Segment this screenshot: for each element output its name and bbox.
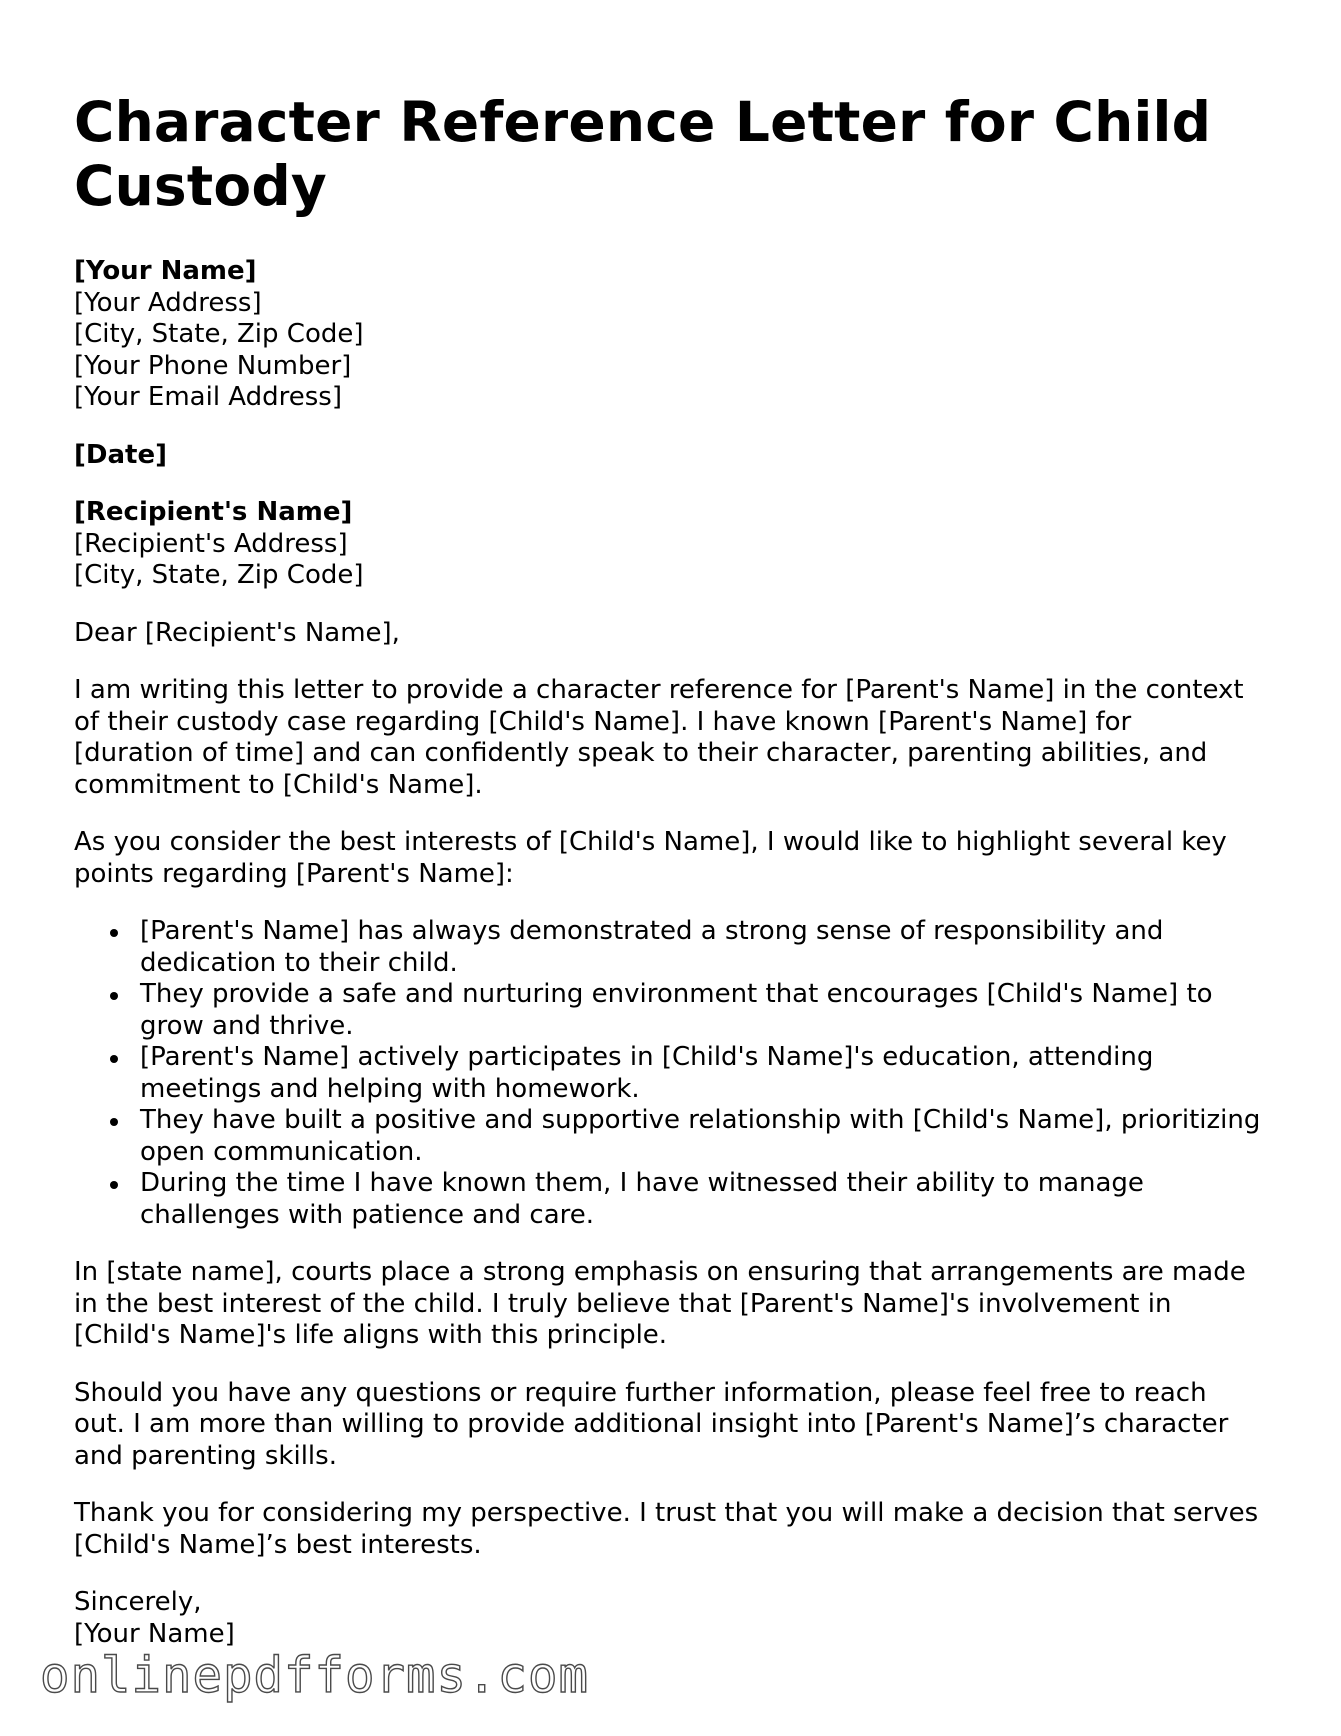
state-paragraph — [74, 1257, 1274, 1352]
list-item-line: [Parent's Name] has always demonstrated a strong sense of responsibility and — [140, 916, 1164, 946]
letter-page — [74, 90, 1274, 1650]
sender-address: [Your Address] — [74, 287, 262, 318]
list-item-line: meetings and helping with homework. — [140, 1073, 640, 1104]
list-item — [140, 1105, 1274, 1168]
sender-block — [74, 256, 1274, 414]
list-item — [140, 1168, 1274, 1231]
list-item — [140, 1042, 1274, 1105]
list-item-line: dedication to their child. — [140, 947, 458, 978]
thanks-paragraph — [74, 1498, 1274, 1561]
sender-name: [Your Name] — [74, 256, 257, 286]
title-line-2: Custody — [74, 154, 327, 218]
paragraph-line: I am writing this letter to provide a character reference for [Parent's Name] in the context — [74, 675, 1244, 705]
sender-email: [Your Email Address] — [74, 382, 342, 412]
sender-city: [City, State, Zip Code] — [74, 319, 364, 349]
intro-paragraph — [74, 675, 1274, 801]
paragraph-line: [Child's Name]'s life aligns with this principle. — [74, 1320, 668, 1350]
closing-signoff: Sincerely, — [74, 1587, 202, 1617]
date-block — [74, 440, 1274, 472]
paragraph-line: [Child's Name]’s best interests. — [74, 1529, 482, 1560]
paragraph-line: Thank you for considering my perspective. I trust that you will make a decision that serves — [74, 1498, 1259, 1528]
list-item-line: During the time I have known them, I have witnessed their ability to manage — [140, 1168, 1144, 1198]
bullet-icon — [110, 1055, 118, 1063]
bullet-icon — [110, 1181, 118, 1189]
title-line-1: Character Reference Letter for Child — [74, 90, 1212, 154]
questions-paragraph — [74, 1378, 1274, 1473]
list-item-line: challenges with patience and care. — [140, 1199, 595, 1230]
paragraph-line: in the best interest of the child. I truly believe that [Parent's Name]'s involvement in — [74, 1288, 1172, 1319]
list-item-line: [Parent's Name] actively participates in [Child's Name]'s education, attending — [140, 1042, 1154, 1072]
list-item — [140, 916, 1274, 979]
paragraph-line: commitment to [Child's Name]. — [74, 769, 483, 800]
paragraph-line: In [state name], courts place a strong emphasis on ensuring that arrangements are made — [74, 1257, 1246, 1287]
bullet-icon — [110, 992, 118, 1000]
list-item-line: open communication. — [140, 1136, 423, 1167]
list-item-line: They provide a safe and nurturing environment that encourages [Child's Name] to — [140, 979, 1213, 1009]
bullet-icon — [110, 929, 118, 937]
salutation-text: Dear [Recipient's Name], — [74, 617, 400, 648]
paragraph-line: of their custody case regarding [Child's Name]. I have known [Parent's Name] for — [74, 706, 1132, 737]
points-intro-paragraph — [74, 827, 1274, 890]
recipient-block — [74, 497, 1274, 592]
sender-phone: [Your Phone Number] — [74, 350, 352, 381]
watermark-logo: onlinepdfforms.com — [40, 1647, 590, 1704]
paragraph-line: and parenting skills. — [74, 1440, 337, 1471]
paragraph-line: out. I am more than willing to provide additional insight into [Parent's Name]’s character — [74, 1409, 1229, 1439]
letter-title — [74, 90, 1274, 218]
closing-block — [74, 1587, 1274, 1650]
list-item-line: grow and thrive. — [140, 1010, 354, 1041]
paragraph-line: points regarding [Parent's Name]: — [74, 858, 514, 889]
salutation — [74, 618, 1274, 650]
list-item — [140, 979, 1274, 1042]
paragraph-line: As you consider the best interests of [Child's Name], I would like to highlight several key — [74, 827, 1227, 857]
letter-date: [Date] — [74, 439, 167, 470]
paragraph-line: [duration of time] and can confidently speak to their character, parenting abilities, and — [74, 738, 1208, 768]
recipient-city: [City, State, Zip Code] — [74, 560, 364, 590]
recipient-address: [Recipient's Address] — [74, 528, 348, 559]
closing-name: [Your Name] — [74, 1618, 235, 1649]
key-points-list — [74, 916, 1274, 1231]
recipient-name: [Recipient's Name] — [74, 497, 353, 527]
list-item-line: They have built a positive and supportive relationship with [Child's Name], prioritizing — [140, 1105, 1261, 1135]
paragraph-line: Should you have any questions or require further information, please feel free to reach — [74, 1377, 1207, 1408]
bullet-icon — [110, 1118, 118, 1126]
